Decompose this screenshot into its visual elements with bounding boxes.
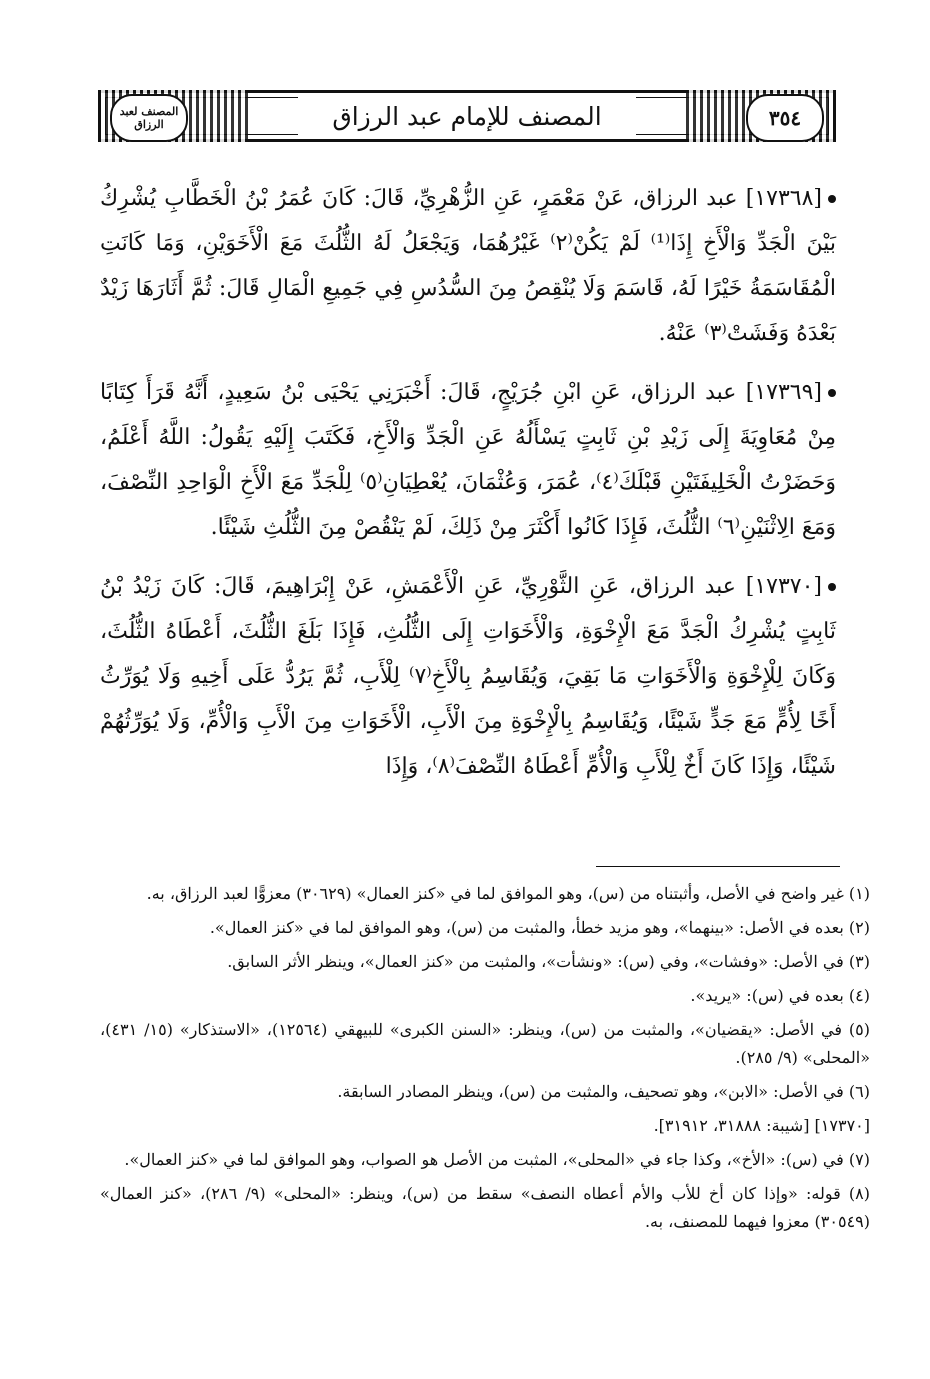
- footnote: (٥) في الأصل: «يقضيان»، والمثبت من (س)، وينظر: «السنن الكبرى» للبيهقي (١٢٥٦٤)، «الاستذكار» (١٥/ ٤٣١)، «المحلى» (٩/ ٢٨٥).: [100, 1020, 870, 1067]
- footnote: (٨) قوله: «وإذا كان أخ للأب والأم أعطاه النصف» سقط من (س)، وينظر: «المحلى» (٩/ ٢٨٦)، «كنز العمال» (٣٠٥٤٩) معزوا فيهما للمصنف، به.: [100, 1184, 870, 1231]
- page-number: ٣٥٤: [746, 94, 824, 142]
- bullet-icon: [828, 195, 836, 203]
- hadith-text: [١٧٣٦٩] عبد الرزاق، عَنِ ابْنِ جُرَيْجٍ، قَالَ: أَخْبَرَنِي يَحْيَى بْنُ سَعِيدٍ، أَنَّهُ قَرَأَ كِتَابًا مِنْ مُعَاوِيَةَ إِلَى زَيْدِ بْنِ ثَابِتٍ يَسْأَلُهُ عَنِ الْجَدِّ وَالْأَخِ، فَكَتَبَ إِلَيْهِ يَقُولُ: اللَّهُ أَعْلَمُ، وَحَضَرْتُ الْخَلِيفَتَيْنِ قَبْلَكَ⁽٤⁾، عُمَرَ، وَعُثْمَانَ، يُعْطِيَانِ⁽٥⁾ لِلْجَدِّ مَعَ الْأَخِ الْوَاحِدِ النِّصْفَ، وَمَعَ الِاثْنَيْنِ⁽٦⁾ الثُّلُثَ، فَإِذَا كَانُوا أَكْثَرَ مِنْ ذَلِكَ، لَمْ يَنْقُصْ مِنَ الثُّلُثِ شَيْئًا.: [100, 380, 836, 540]
- footnote-reference: [١٧٣٧٠] [شيبة: ٣١٨٨٨، ٣١٩١٢].: [653, 1116, 870, 1135]
- page-header: [98, 90, 836, 142]
- footnote: (٣) في الأصل: «وفشات»، وفي (س): «ونشأت»، والمثبت من «كنز العمال»، وينظر الأثر السابق.: [227, 952, 870, 971]
- hadith-17369: [100, 370, 836, 550]
- hadith-text: [١٧٣٦٨] عبد الرزاق، عَنْ مَعْمَرٍ، عَنِ الزُّهْرِيِّ، قَالَ: كَانَ عُمَرُ بْنُ الْخَطَّابِ يُشْرِكُ بَيْنَ الْجَدِّ وَالْأَخِ إِذَا⁽¹⁾ لَمْ يَكُنْ⁽٢⁾ غَيْرُهُمَا، وَيَجْعَلُ لَهُ الثُّلُثَ مَعَ الْأَخَوَيْنِ، وَمَا كَانَتِ الْمُقَاسَمَةُ خَيْرًا لَهُ، قَاسَمَ وَلَا يُنْقِصُ مِنَ السُّدُسِ فِي جَمِيعِ الْمَالِ قَالَ: ثُمَّ أَثَارَهَا زَيْدٌ بَعْدَهُ وَفَشَتْ⁽٣⁾ عَنْهُ.: [100, 186, 836, 346]
- bullet-icon: [828, 583, 836, 591]
- hadith-17368: [100, 176, 836, 356]
- footnote: (٢) بعده في الأصل: «بينهما»، وهو مزيد خطأ، والمثبت من (س)، وهو الموافق لما في «كنز العمال».: [209, 918, 870, 937]
- hadith-text: [١٧٣٧٠] عبد الرزاق، عَنِ الثَّوْرِيِّ، عَنِ الْأَعْمَشِ، عَنْ إِبْرَاهِيمَ، قَالَ: كَانَ زَيْدُ بْنُ ثَابِتٍ يُشْرِكُ الْجَدَّ مَعَ الْإِخْوَةِ، وَالْأَخَوَاتِ إِلَى الثُّلُثِ، فَإِذَا بَلَغَ الثُّلُثَ، أَعْطَاهُ الثُّلُثَ، وَكَانَ لِلْإِخْوَةِ وَالْأَخَوَاتِ مَا بَقِيَ، وَيُقَاسِمُ بِالْأَخِ⁽٧⁾ لِلْأَبِ، ثُمَّ يَرُدُّ عَلَى أَخِيهِ وَلَا يُوَرِّثُ أَخًا لِأُمٍّ مَعَ جَدٍّ شَيْئًا، وَيُقَاسِمُ بِالْإِخْوَةِ مِنَ الْأَبِ، الْأَخَوَاتِ مِنَ الْأَبِ وَالْأُمِّ، وَلَا يُوَرِّثُهُمْ شَيْئًا، وَإِذَا كَانَ أَخٌ لِلْأَبِ وَالْأُمِّ أَعْطَاهُ النِّصْفَ⁽٨⁾، وَإِذَا: [100, 574, 836, 779]
- hadith-17370: [100, 564, 836, 789]
- footnote: (١) غير واضح في الأصل، وأثبتناه من (س)، وهو الموافق لما في «كنز العمال» (٣٠٦٢٩) معزوًّا لعبد الرزاق، به.: [146, 884, 870, 903]
- footnote-divider: [596, 866, 840, 867]
- book-logo: المصنف لعبد الرزاق: [110, 94, 188, 142]
- running-title: المصنف للإمام عبد الرزاق: [298, 96, 636, 136]
- main-text: [100, 176, 836, 803]
- footnotes: [100, 880, 870, 1242]
- footnote: (٧) في (س): «الأخ»، وكذا جاء في «المحلى»، المثبت من الأصل هو الصواب، وهو الموافق لما في «كنز العمال».: [124, 1150, 870, 1169]
- footnote: (٦) في الأصل: «الابن»، وهو تصحيف، والمثبت من (س)، وينظر المصادر السابقة.: [337, 1082, 870, 1101]
- footnote: (٤) بعده في (س): «يريد».: [690, 986, 870, 1005]
- bullet-icon: [828, 389, 836, 397]
